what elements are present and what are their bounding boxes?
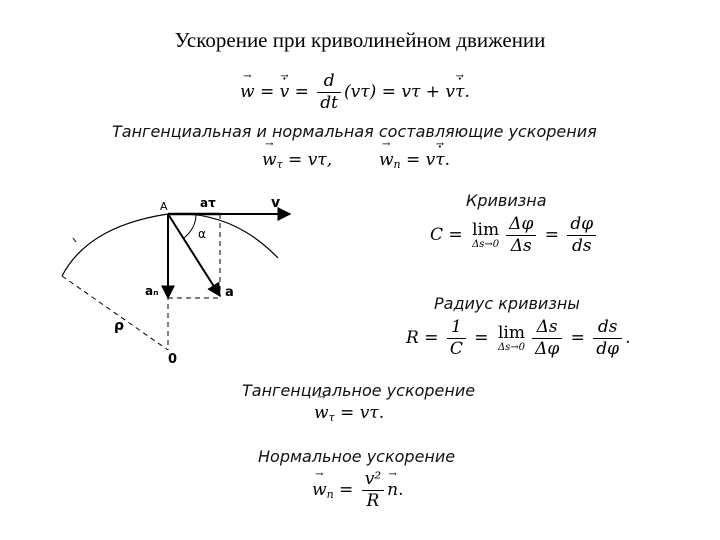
- vector-w-n: → w: [379, 150, 394, 170]
- label-normal-acceleration: aₙ: [145, 284, 159, 298]
- fraction-numerator: Δs: [532, 318, 562, 339]
- fraction-numerator: Δφ: [506, 215, 536, 236]
- tau-dot: → τ ·: [455, 82, 464, 102]
- subscript-tau: τ: [276, 158, 283, 171]
- angle-alpha-arc: [184, 214, 196, 238]
- label-radius-rho: ρ: [114, 318, 125, 334]
- arc-tick: [73, 238, 76, 242]
- equals-sign: =: [539, 224, 565, 245]
- label-acceleration: a: [225, 285, 234, 300]
- label-tangential-acceleration: aτ: [200, 196, 216, 210]
- vector-n: → n: [387, 480, 398, 500]
- fraction-denominator: dt: [320, 92, 339, 113]
- equals-sign: =: [468, 327, 494, 348]
- normal-rhs: = v: [400, 150, 436, 170]
- radius-caption: Радиус кривизны: [434, 294, 580, 313]
- label-point-A: A: [160, 200, 168, 213]
- tau-dot: → τ ·: [435, 150, 444, 170]
- acceleration-vector: [168, 214, 220, 296]
- subscript-n: n: [326, 487, 334, 501]
- normal-caption: Нормальное ускорение: [258, 447, 456, 466]
- fraction-numerator: 1: [447, 318, 466, 339]
- product-term: (vτ): [344, 81, 377, 102]
- fraction-numerator: v²: [362, 470, 384, 491]
- equals-sign: =: [333, 479, 359, 500]
- limit-subscript: Δs→0: [497, 342, 526, 354]
- fraction-denominator: ds: [572, 235, 592, 256]
- fraction-denominator: R: [366, 490, 380, 511]
- label-center-O: 0: [168, 352, 178, 367]
- label-angle-alpha: α: [198, 227, 206, 241]
- subscript-n: n: [393, 158, 401, 171]
- second-term-prefix: + v: [420, 81, 456, 102]
- curvature-caption: Кривизна: [466, 191, 547, 210]
- fraction-denominator: dφ: [596, 338, 620, 359]
- period: .: [444, 150, 451, 170]
- vector-w-tau: → w: [262, 150, 277, 170]
- trajectory-arc: [62, 214, 278, 276]
- period: .: [464, 81, 470, 102]
- curvature-lhs: C =: [430, 224, 469, 245]
- limit-subscript: Δs→0: [472, 239, 500, 251]
- vector-w-n: → w: [312, 480, 327, 500]
- components-caption: Тангенциальная и нормальная составляющие ускорения: [112, 122, 597, 141]
- fraction-denominator: Δφ: [535, 338, 560, 359]
- equals-sign: =: [289, 81, 315, 102]
- label-velocity: v: [271, 195, 281, 211]
- vector-w: → w: [240, 82, 255, 102]
- tangential-caption: Тангенциальное ускорение: [242, 381, 476, 400]
- fraction-denominator: Δs: [510, 235, 532, 256]
- radius-lhs: R =: [406, 327, 444, 348]
- fraction-numerator: ds: [593, 318, 622, 339]
- vector-w-tau: → w: [314, 403, 329, 423]
- equals-sign: =: [565, 327, 591, 348]
- fraction-numerator: d: [317, 72, 341, 93]
- tangential-rhs: = vτ,: [282, 150, 333, 170]
- fraction-numerator: dφ: [567, 215, 596, 236]
- first-term: vτ: [401, 81, 421, 102]
- equals-sign: =: [254, 81, 280, 102]
- tangential-rhs: = vτ.: [334, 403, 385, 423]
- limit-word: lim: [472, 220, 500, 241]
- page-title: Ускорение при криволинейном движении: [174, 28, 546, 52]
- equals-sign: =: [376, 81, 402, 102]
- vector-v-dot: → v ·: [280, 82, 290, 102]
- fraction-denominator: C: [449, 338, 463, 359]
- subscript-tau: τ: [328, 411, 335, 424]
- limit-word: lim: [497, 323, 525, 344]
- period: .: [625, 327, 631, 348]
- period: .: [398, 479, 404, 500]
